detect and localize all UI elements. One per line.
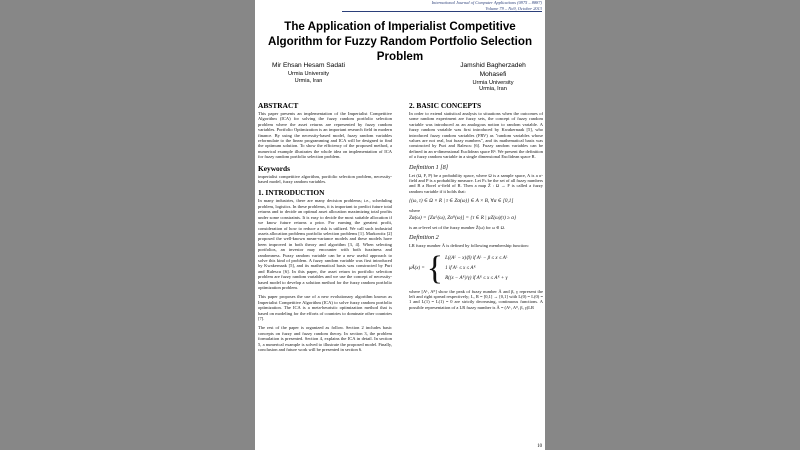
- introduction-paragraph-2: This paper proposes the use of a new evolutionary algorithm known as Imperialist Competitive Algorithm (ICA) to solve fuzzy random portfolio optimization. The ICA is a meta-heuristic optimization method that is based on modeling for the efforts of countries to dominate other countries [7].: [258, 294, 392, 321]
- author-location: Urmia, Iran: [479, 86, 507, 93]
- basic-concepts-paragraph: In order to extend statistical analysis to situations when the outcomes of some random experiment are fuzzy sets, the concept of fuzzy random variable was introduced as an analogous notion to random variable. A fuzzy random variable was first introduced by Kwakernaak [5], who introduced fuzzy random variables (FRV) as "random variables whose values are not real, but fuzzy numbers", and its mathematical basis was constructed by Puri and Ralescu [6]. Fuzzy random variables can be defined in an n-dimensional Euclidean space Rⁿ. We present the definition of a fuzzy random variable in a single dimensional Euclidean space R.: [409, 111, 543, 160]
- equation-frv: {(ω, τ) ∈ Ω × R | τ ∈ Z̃α(ω)} ∈ A × B, ∀α ∈ [0,1]: [409, 198, 514, 205]
- keywords-heading: Keywords: [258, 163, 291, 173]
- author-name: Jamshid Bagherzadeh Mohasefi: [460, 62, 526, 78]
- equation-alpha-level: Z̃α(ω) = [Z̃αᴸ(ω), Z̃αᴿ(ω)] = {τ ∈ R | μZ̃(ω)(τ) ≥ α}: [409, 214, 517, 221]
- case-row-1: L((Aᴸ − x)/β) if Aᴸ − β ≤ x ≤ Aᴸ: [445, 255, 508, 261]
- abstract-heading: ABSTRACT: [258, 101, 299, 110]
- journal-volume: Volume 79 – No9, October 2013: [342, 6, 542, 13]
- definition-1-after: is an α-level set of the fuzzy number Z̃(ω) for ω ∈ Ω.: [409, 224, 506, 230]
- definition-2-heading: Definition 2: [409, 234, 439, 242]
- introduction-paragraph-3: The rest of the paper is organized as follow. Section 2 includes basic concepts on fuzzy and fuzzy random theory. In section 3, the problem formulation is presented. Section 4, explains the ICA in detail. In section 5, a numerical example is solved to illustrate the proposed model. Finally, conclusion and future work will be presented in section 6.: [258, 325, 392, 353]
- case-row-2: 1 if Aᴸ ≤ x ≤ Aᴿ: [445, 265, 476, 271]
- case-row-3: R((x − Aᴿ)/γ) if Aᴿ ≤ x ≤ Aᴿ + γ: [445, 275, 508, 281]
- left-column: [258, 101, 392, 356]
- definition-2-after: where [Aᴸ, Aᴿ] show the peak of fuzzy number Ã and β, γ represent the left and right spread respectively; L, R = [0,1] → [0,1] with L(0) = L(0) = 1 and L(1) = L(1) = 0 are strictly decreasing, continuous functions. A possible representation of a LR fuzzy number is Ã = (Aᴸ, Aᴿ, β, γ)LR: [409, 288, 543, 310]
- abstract-text: This paper presents an implementation of the Imperialist Competitive Algorithm (ICA) for solving the fuzzy random portfolio selection problem where the asset returns are represented by fuzzy random variables. Portfolio Optimization is an important research field in modern finance. By using the necessity-based model, fuzzy random variables reformulate to the linear programming and ICA will be designed to find the optimum solution. To show the efficiency of the proposed method, a numerical example illustrates the whole idea on implementation of ICA for fuzzy random portfolio selection problem.: [258, 111, 392, 160]
- author-name: Mir Ehsan Hesam Sadati: [272, 62, 345, 69]
- author-affiliation: Urmia University: [472, 79, 514, 86]
- paper-page: [255, 0, 545, 450]
- journal-name: International Journal of Computer Applications (0975 – 8887): [431, 0, 542, 5]
- definition-2-text: LR fuzzy number Ã is defined by following membership function:: [409, 243, 529, 249]
- paper-title: The Application of Imperialist Competitive Algorithm for Fuzzy Random Portfolio Selection Problem: [267, 20, 533, 63]
- author-affiliation: Urmia University: [287, 70, 330, 77]
- right-column: [409, 101, 543, 314]
- cases-brace: {: [426, 249, 444, 287]
- definition-1-text: Let (Ω, F, P) be a probability space, where Ω is a sample space, A is a σ-field and P is a probability measure. Let Fₙ be the set of all fuzzy numbers and B a Borel σ-field of R. Then a map Z̃ : Ω → F is called a fuzzy random variable if it holds that:: [409, 172, 543, 194]
- where-label: where: [409, 208, 420, 214]
- page-number: 10: [537, 444, 542, 449]
- keywords-text: imperialist competitive algorithm, portfolio selection problem, necessity-based model, fuzzy random variables.: [258, 173, 392, 185]
- author-block-1: [261, 62, 356, 84]
- membership-lhs: μÃ(x) =: [409, 265, 425, 271]
- cases-rows: [445, 254, 508, 284]
- author-block-2: [451, 62, 535, 93]
- membership-function-equation: [409, 249, 543, 287]
- definition-1-heading: Definition 1 [8]: [409, 163, 449, 171]
- basic-concepts-heading: 2. BASIC CONCEPTS: [409, 101, 482, 110]
- author-location: Urmia, Iran: [294, 77, 323, 84]
- introduction-heading: 1. INTRODUCTION: [258, 188, 325, 198]
- running-header: [342, 0, 542, 12]
- introduction-paragraph-1: In many industries, there are many decision problems; i.e., scheduling problem, logistics. In these problems, it is important to predict future total returns and to decide an optimal asset allocation maximizing total profits under some constraints. It is easy to decide the most suitable allocation if we know future returns a prior. For earning the greatest profit, consideration of how to reduce a risk is utilized. We call such industrial assets allocation problems portfolio selection problems [1]. Markowitz [2] proposed the well-known mean-variance models and these models have been improved in both theory and algorithm [3, 4]. When selecting portfolios, an investor may encounter with both fuzziness and randomness. Fuzzy random variable can be a new useful approach to solve this kind of problem. A fuzzy random variable was first introduced by Kwakernaak [5], and its mathematical basis was constructed by Puri and Ralescu [6]. In this paper, the asset return in portfolio selection problem are fuzzy random variables and we use the concept of necessity-based model to develop a solution method for the fuzzy random portfolio optimization problem.: [258, 198, 392, 290]
